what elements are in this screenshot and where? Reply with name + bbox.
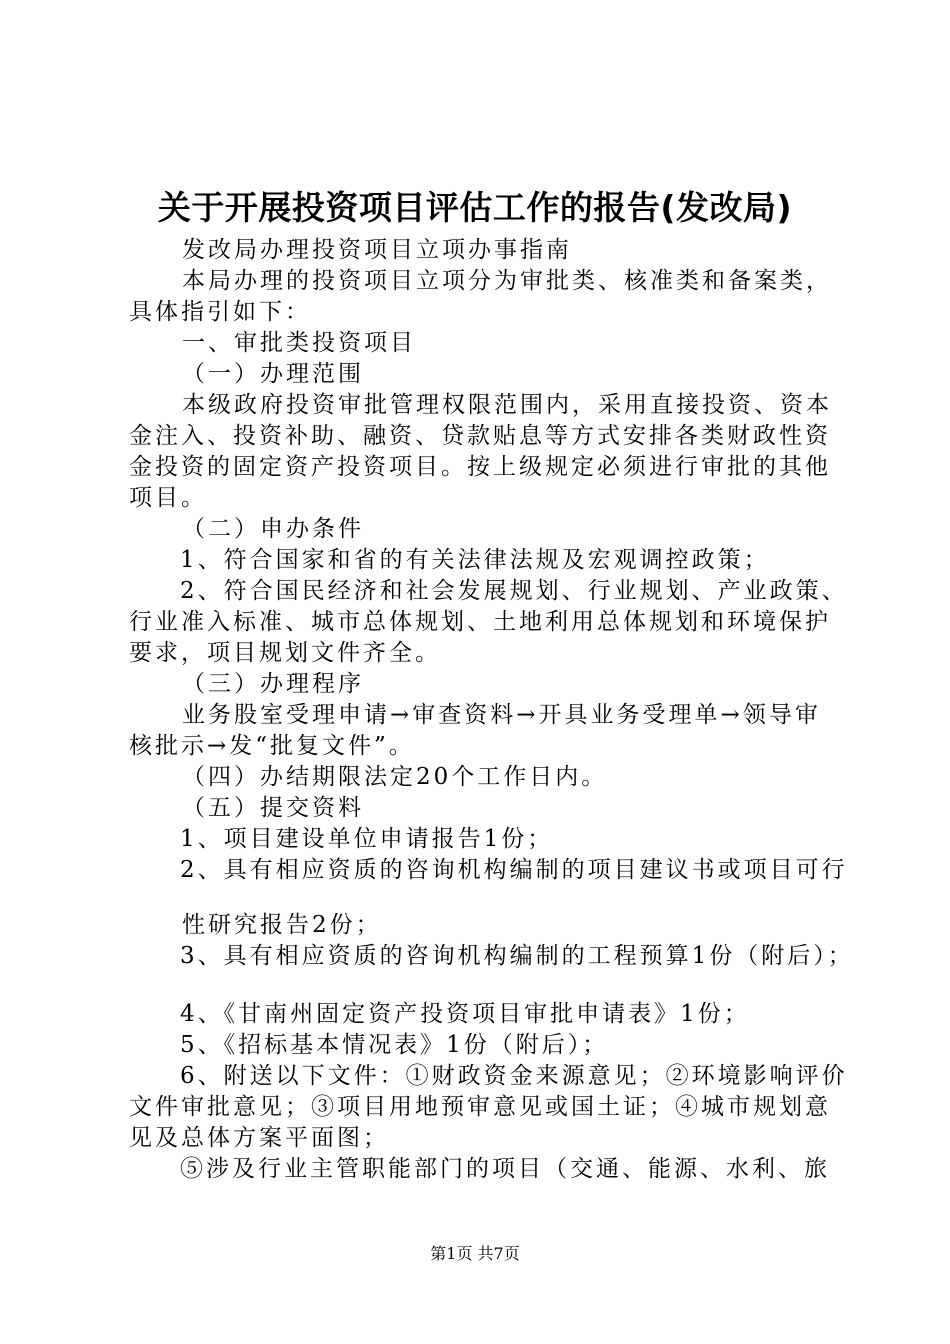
text-line: 一、审批类投资项目 [182, 330, 416, 356]
text-line: 要求，项目规划文件齐全。 [129, 640, 441, 666]
text-line: 3、具有相应资质的咨询机构编制的工程预算1份（附后）； [180, 943, 854, 969]
text-line: 性研究报告2份； [182, 912, 382, 938]
text-line: 1、项目建设单位申请报告1份； [180, 826, 554, 852]
text-line: 2、符合国民经济和社会发展规划、行业规划、产业政策、 [180, 578, 848, 604]
text-line: （一）办理范围 [182, 361, 364, 387]
text-line: 1、符合国家和省的有关法律法规及宏观调控政策； [180, 547, 770, 573]
text-line: 项目。 [129, 485, 207, 511]
text-line: 具体指引如下： [129, 299, 311, 325]
text-line: 发改局办理投资项目立项办事指南 [182, 237, 572, 263]
document-title: 关于开展投资项目评估工作的报告(发改局) [157, 188, 793, 227]
text-line: ⑤涉及行业主管职能部门的项目（交通、能源、水利、旅 [180, 1156, 830, 1182]
text-line: 行业准入标准、城市总体规划、土地利用总体规划和环境保护 [129, 609, 831, 635]
text-line: （五）提交资料 [182, 795, 364, 821]
text-line: 本局办理的投资项目立项分为审批类、核准类和备案类， [182, 268, 832, 294]
text-line: 文件审批意见；③项目用地预审意见或国土证；④城市规划意 [129, 1094, 831, 1120]
text-line: （二）申办条件 [182, 516, 364, 542]
text-line: 见及总体方案平面图； [129, 1125, 389, 1151]
text-line: 2、具有相应资质的咨询机构编制的项目建议书或项目可行 [180, 857, 848, 883]
text-line: 本级政府投资审批管理权限范围内，采用直接投资、资本 [182, 392, 832, 418]
text-line: 业务股室受理申请→审查资料→开具业务受理单→领导审 [182, 702, 821, 728]
text-line: 金注入、投资补助、融资、贷款贴息等方式安排各类财政性资 [129, 423, 831, 449]
text-line: 4、《甘南州固定资产投资项目审批申请表》1份； [180, 1001, 750, 1027]
page-footer: 第1页 共7页 [430, 1244, 520, 1263]
text-line: （四）办结期限法定20个工作日内。 [182, 764, 608, 790]
text-line: 6、附送以下文件：①财政资金来源意见；②环境影响评价 [180, 1063, 848, 1089]
text-line: （三）办理程序 [182, 671, 364, 697]
text-line: 核批示→发“批复文件”。 [129, 733, 415, 759]
text-line: 金投资的固定资产投资项目。按上级规定必须进行审批的其他 [129, 454, 831, 480]
text-line: 5、《招标基本情况表》1份（附后）； [180, 1032, 609, 1058]
